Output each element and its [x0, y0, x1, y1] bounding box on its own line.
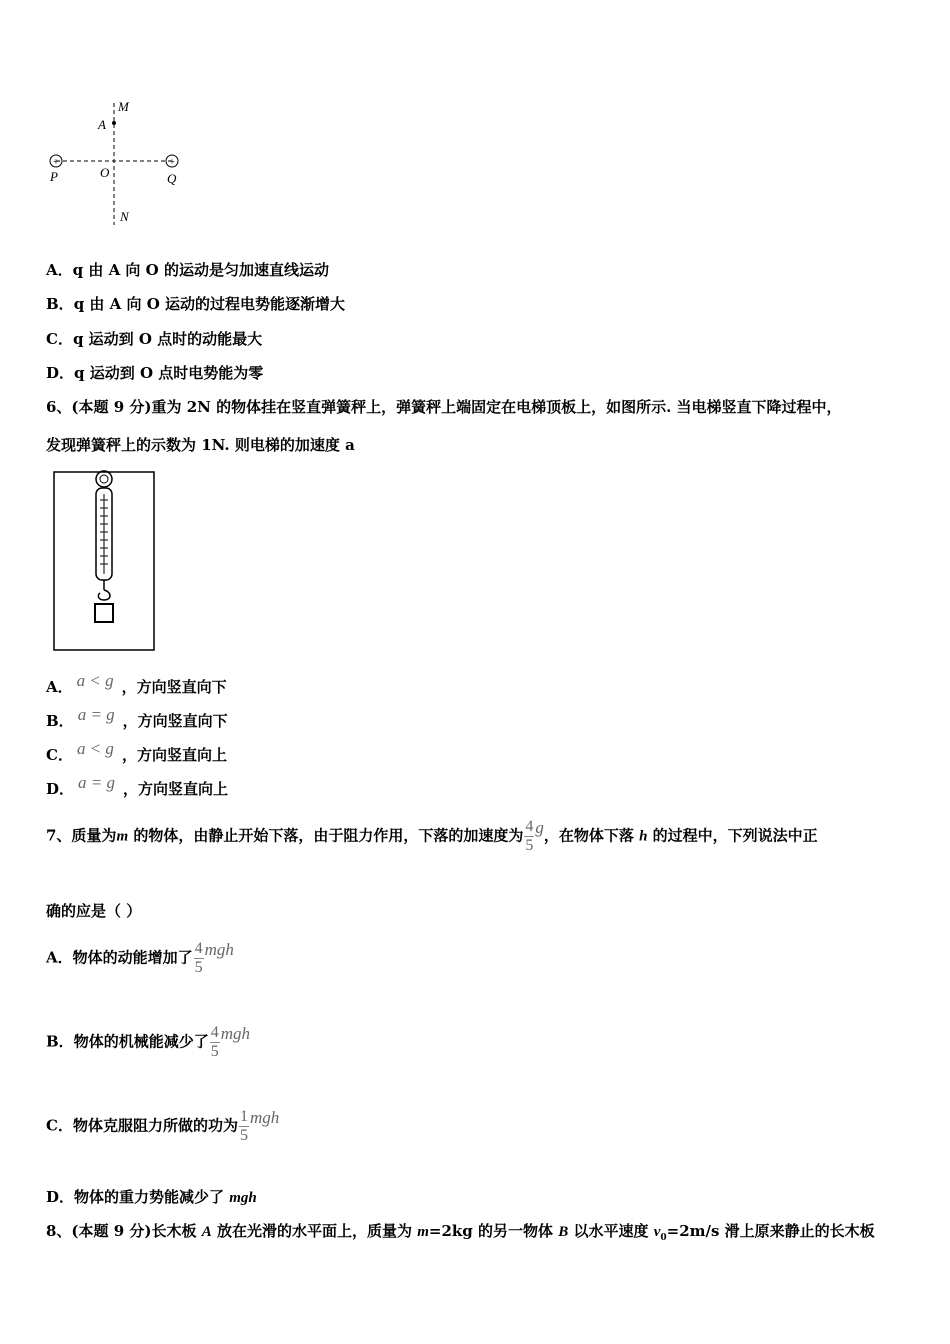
- q6-option-d: D． a = g ，方向竖直向上: [46, 773, 229, 798]
- q7-stem-line1: 7、质量为m 的物体，由静止开始下落，由于阻力作用，下落的加速度为 $\frac{4}{5}$ g，在物体下落 h 的过程中，下列说法中正: [46, 817, 818, 854]
- q6-option-a: A． a < g ，方向竖直向下: [46, 671, 227, 696]
- q5-option-a: A．q 由 A 向 O 的运动是匀加速直线运动: [46, 261, 329, 279]
- q5-option-d: D．q 运动到 O 点时电势能为零: [46, 364, 264, 382]
- label-o: O: [100, 165, 110, 180]
- q8-stem-line1: 8、(本题 9 分)长木板 A 放在光滑的水平面上，质量为 m=2kg 的另一物体 B 以水平速度 $v_0=2m/s$ 滑上原来静止的长木板: [46, 1222, 875, 1243]
- q5-option-c: C．q 运动到 O 点时的动能最大: [46, 330, 263, 348]
- spring-scale-figure: [50, 468, 160, 656]
- q7-accel-fraction: $\frac{4}{5}$: [525, 818, 534, 854]
- label-a: A: [98, 117, 106, 132]
- point-a: [112, 121, 116, 125]
- charge-diagram: [40, 95, 190, 230]
- svg-text:+: +: [52, 156, 60, 168]
- label-q: Q: [167, 171, 177, 186]
- q7-stem-line2: 确的应是（ ）: [46, 902, 142, 920]
- q6-option-b: B． a = g ，方向竖直向下: [46, 705, 228, 730]
- q7-option-b: B．物体的机械能减少了 $\frac{4}{5}$ mgh: [46, 1023, 250, 1060]
- q7-option-d: D．物体的重力势能减少了 mgh: [46, 1188, 257, 1206]
- label-p: P: [50, 169, 58, 184]
- q6-stem-line1: 6、(本题 9 分)重为 2N 的物体挂在竖直弹簧秤上，弹簧秤上端固定在电梯顶板上，如图所示. 当电梯竖直下降过程中，: [46, 398, 842, 416]
- label-m: M: [118, 99, 129, 114]
- q7-option-a: A．物体的动能增加了 $\frac{4}{5}$ mgh: [46, 939, 234, 976]
- q6-stem-line2: 发现弹簧秤上的示数为 1N. 则电梯的加速度 a: [46, 436, 355, 454]
- q7-option-c: C．物体克服阻力所做的功为 $\frac{1}{5}$ mgh: [46, 1107, 280, 1144]
- q5-option-b: B．q 由 A 向 O 运动的过程电势能逐渐增大: [46, 295, 345, 313]
- label-n: N: [120, 209, 129, 224]
- q6-option-c: C． a < g ，方向竖直向上: [46, 739, 227, 764]
- svg-text:+: +: [168, 156, 176, 168]
